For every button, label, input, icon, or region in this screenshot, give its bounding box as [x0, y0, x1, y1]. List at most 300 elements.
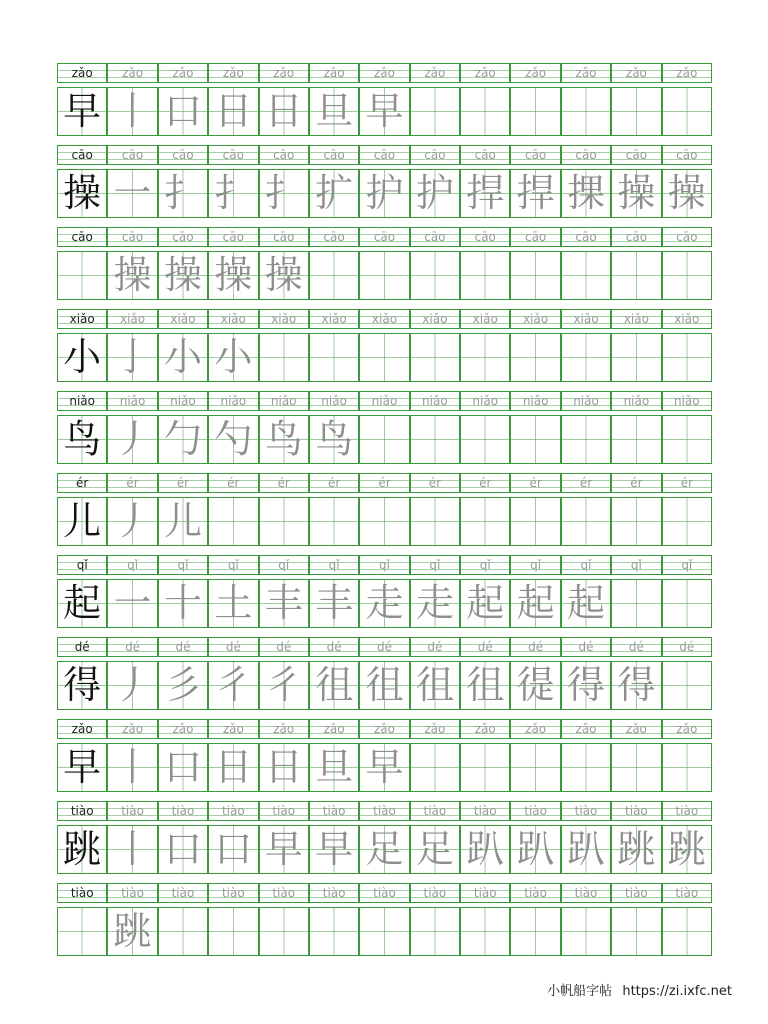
pinyin-band: [57, 883, 107, 903]
pinyin-band: [259, 637, 309, 657]
pinyin-trace: niǎo: [522, 394, 549, 408]
pinyin-band: [662, 555, 712, 575]
pinyin-band: [510, 473, 560, 493]
grid-cell: [309, 145, 359, 218]
tian-zi-box: [208, 825, 258, 874]
pinyin-trace: tiào: [322, 804, 346, 818]
tian-zi-box: [359, 579, 409, 628]
grid-cell: [460, 309, 510, 382]
tian-zi-box: [510, 169, 560, 218]
tian-zi-box: [460, 907, 510, 956]
stroke-step: [612, 334, 660, 381]
grid-cell: [662, 473, 712, 546]
pinyin-band: [662, 63, 712, 83]
grid-cell: [410, 555, 460, 628]
stroke-step: 早: [365, 745, 404, 789]
model-character: 早: [63, 745, 102, 789]
stroke-step: 日: [264, 89, 303, 133]
tian-zi-box: [460, 87, 510, 136]
grid-cell: [561, 391, 611, 464]
pinyin-trace: zǎo: [474, 66, 496, 80]
pinyin-trace: ér: [327, 476, 341, 490]
grid-cell: [57, 719, 107, 792]
pinyin-band: [107, 309, 157, 329]
pinyin-band: [460, 391, 510, 411]
stroke-step: 徂: [315, 663, 354, 707]
tian-zi-box: [107, 415, 157, 464]
stroke-step: 得: [617, 663, 656, 707]
pinyin-band: [561, 719, 611, 739]
pinyin-band: [208, 883, 258, 903]
pinyin-band: [460, 637, 510, 657]
stroke-step: [612, 580, 660, 627]
pinyin-trace: niǎo: [422, 394, 448, 408]
tian-zi-box: [259, 907, 309, 956]
grid-cell: [510, 801, 560, 874]
pinyin-trace: qǐ: [630, 558, 642, 572]
pinyin-trace: cāo: [474, 230, 496, 244]
pinyin-band: [259, 719, 309, 739]
pinyin-trace: qǐ: [328, 558, 340, 572]
grid-cell: [510, 227, 560, 300]
tian-zi-box: [662, 169, 712, 218]
tian-zi-box: [510, 825, 560, 874]
tian-zi-box: [561, 825, 611, 874]
pinyin-band: [208, 637, 258, 657]
pinyin-trace: tiào: [524, 886, 547, 900]
stroke-step: 一: [113, 581, 152, 625]
pinyin-trace: ér: [479, 476, 492, 490]
grid-cell: [208, 719, 258, 792]
grid-cell: [259, 63, 309, 136]
grid-cell: [259, 637, 309, 710]
pinyin-trace: ér: [428, 476, 442, 490]
pinyin-band: [57, 637, 107, 657]
stroke-step: 护: [415, 171, 454, 215]
stroke-step: 捍: [516, 171, 555, 215]
tian-zi-box: [57, 87, 107, 136]
stroke-step: 彳: [214, 663, 253, 707]
tian-zi-box: [561, 743, 611, 792]
grid-cell: [208, 883, 258, 956]
stroke-step: [360, 498, 408, 545]
tian-zi-box: [359, 251, 409, 300]
pinyin-trace: cāo: [172, 148, 194, 162]
grid-cell: [460, 801, 510, 874]
tian-zi-box: [208, 415, 258, 464]
tian-zi-box: [107, 907, 157, 956]
grid-cell: [57, 555, 107, 628]
stroke-step: 走: [365, 581, 404, 625]
tian-zi-box: [158, 907, 208, 956]
tian-zi-box: [259, 825, 309, 874]
grid-cell: [662, 145, 712, 218]
pinyin-trace: niǎo: [573, 394, 599, 408]
stroke-step: 操: [667, 171, 706, 215]
grid-cell: [510, 883, 560, 956]
pinyin-trace: xiǎo: [523, 312, 549, 326]
pinyin-band: [107, 801, 157, 821]
pinyin-trace: ér: [630, 476, 643, 490]
pinyin-band: [359, 473, 409, 493]
pinyin-trace: zǎo: [323, 722, 345, 736]
tian-zi-box: [359, 743, 409, 792]
grid-cell: [158, 555, 208, 628]
grid-cell: [259, 883, 309, 956]
grid-cell: [208, 145, 258, 218]
grid-cell: [359, 63, 409, 136]
pinyin-band: [410, 719, 460, 739]
grid-cell: [561, 719, 611, 792]
stroke-step: [310, 908, 358, 955]
pinyin-band: [410, 555, 460, 575]
tian-zi-box: [460, 251, 510, 300]
stroke-step: 操: [113, 253, 152, 297]
practice-row: [57, 473, 712, 546]
stroke-step: [612, 498, 660, 545]
pinyin-band: [57, 391, 107, 411]
tian-zi-box: [259, 415, 309, 464]
stroke-step: [411, 498, 459, 545]
stroke-step: 丰: [264, 581, 303, 625]
tian-zi-box: [410, 579, 460, 628]
pinyin-label: cāo: [71, 148, 93, 162]
pinyin-band: [158, 145, 208, 165]
tian-zi-box: [561, 415, 611, 464]
pinyin-band: [410, 227, 460, 247]
grid-cell: [208, 473, 258, 546]
pinyin-trace: cāo: [273, 230, 295, 244]
pinyin-band: [510, 63, 560, 83]
grid-cell: [57, 637, 107, 710]
stroke-step: 鸟: [264, 417, 303, 461]
grid-cell: [611, 555, 661, 628]
tian-zi-box: [410, 497, 460, 546]
tian-zi-box: [107, 333, 157, 382]
stroke-step: 丨: [113, 745, 152, 789]
pinyin-trace: cāo: [524, 148, 547, 162]
pinyin-trace: niǎo: [321, 394, 347, 408]
grid-cell: [359, 801, 409, 874]
stroke-step: 口: [214, 827, 253, 871]
grid-cell: [410, 883, 460, 956]
pinyin-band: [611, 637, 661, 657]
pinyin-trace: dé: [477, 640, 493, 654]
stroke-step: [360, 908, 408, 955]
grid-cell: [57, 63, 107, 136]
pinyin-band: [460, 309, 510, 329]
stroke-step: 丿: [113, 499, 152, 543]
tian-zi-box: [561, 661, 611, 710]
stroke-step: 跳: [667, 827, 706, 871]
pinyin-band: [410, 883, 460, 903]
tian-zi-box: [561, 579, 611, 628]
tian-zi-box: [57, 415, 107, 464]
pinyin-trace: niǎo: [220, 394, 247, 408]
grid-cell: [208, 227, 258, 300]
stroke-step: 走: [415, 581, 454, 625]
grid-cell: [410, 63, 460, 136]
grid-cell: [460, 555, 510, 628]
pinyin-trace: ér: [126, 476, 139, 490]
tian-zi-box: [510, 415, 560, 464]
pinyin-trace: xiǎo: [119, 312, 146, 326]
tian-zi-box: [107, 169, 157, 218]
stroke-step: [663, 908, 711, 955]
grid-cell: [460, 63, 510, 136]
pinyin-band: [510, 719, 560, 739]
stroke-step: 捰: [567, 171, 606, 215]
grid-cell: [662, 883, 712, 956]
pinyin-trace: tiào: [171, 886, 195, 900]
pinyin-label: cāo: [71, 230, 93, 244]
pinyin-trace: tiào: [121, 804, 144, 818]
grid-cell: [611, 63, 661, 136]
pinyin-trace: cāo: [676, 230, 698, 244]
pinyin-band: [107, 63, 157, 83]
pinyin-trace: tiào: [675, 804, 699, 818]
pinyin-band: [611, 309, 661, 329]
grid-cell: [662, 309, 712, 382]
grid-cell: [410, 637, 460, 710]
stroke-step: [663, 416, 711, 463]
grid-cell: [57, 227, 107, 300]
pinyin-band: [359, 555, 409, 575]
tian-zi-box: [662, 251, 712, 300]
tian-zi-box: [611, 579, 661, 628]
tian-zi-box: [57, 825, 107, 874]
tian-zi-box: [410, 825, 460, 874]
grid-cell: [359, 883, 409, 956]
pinyin-band: [460, 145, 510, 165]
stroke-step: [511, 334, 559, 381]
stroke-step: 跳: [617, 827, 656, 871]
model-character: 儿: [63, 499, 102, 543]
stroke-step: [461, 252, 509, 299]
tian-zi-box: [662, 497, 712, 546]
pinyin-band: [208, 555, 258, 575]
pinyin-band: [208, 145, 258, 165]
tian-zi-box: [57, 579, 107, 628]
tian-zi-box: [460, 661, 510, 710]
tian-zi-box: [561, 497, 611, 546]
stroke-step: 鸟: [315, 417, 354, 461]
tian-zi-box: [561, 87, 611, 136]
pinyin-trace: ér: [529, 476, 542, 490]
stroke-step: [411, 744, 459, 791]
grid-cell: [359, 473, 409, 546]
pinyin-band: [561, 555, 611, 575]
grid-cell: [158, 391, 208, 464]
tian-zi-box: [510, 907, 560, 956]
pinyin-band: [410, 637, 460, 657]
tian-zi-box: [611, 333, 661, 382]
pinyin-trace: tiào: [675, 886, 699, 900]
pinyin-trace: niǎo: [371, 394, 398, 408]
stroke-step: [562, 334, 610, 381]
pinyin-band: [611, 473, 661, 493]
tian-zi-box: [662, 743, 712, 792]
grid-cell: [510, 309, 560, 382]
stroke-step: 起: [466, 581, 505, 625]
tian-zi-box: [208, 87, 258, 136]
grid-cell: [158, 801, 208, 874]
tian-zi-box: [410, 169, 460, 218]
pinyin-trace: qǐ: [227, 558, 239, 572]
pinyin-band: [259, 145, 309, 165]
grid-cell: [561, 637, 611, 710]
stroke-step: 趴: [466, 827, 505, 871]
stroke-step: 勹: [163, 417, 202, 461]
pinyin-band: [359, 145, 409, 165]
stroke-step: 趴: [567, 827, 606, 871]
tian-zi-box: [57, 169, 107, 218]
grid-cell: [158, 473, 208, 546]
grid-cell: [309, 473, 359, 546]
stroke-step: 趴: [516, 827, 555, 871]
stroke-step: 口: [163, 745, 202, 789]
pinyin-band: [662, 145, 712, 165]
grid-cell: [208, 63, 258, 136]
pinyin-trace: tiào: [322, 886, 346, 900]
stroke-step: 日: [214, 745, 253, 789]
grid-cell: [561, 145, 611, 218]
tian-zi-box: [309, 497, 359, 546]
pinyin-band: [359, 391, 409, 411]
pinyin-band: [561, 883, 611, 903]
grid-cell: [611, 801, 661, 874]
pinyin-band: [107, 719, 157, 739]
pinyin-trace: cāo: [524, 230, 547, 244]
stroke-step: [612, 88, 660, 135]
pinyin-trace: xiǎo: [573, 312, 599, 326]
pinyin-trace: zǎo: [525, 66, 547, 80]
grid-cell: [662, 637, 712, 710]
pinyin-band: [460, 63, 510, 83]
tian-zi-box: [662, 825, 712, 874]
pinyin-trace: cāo: [474, 148, 496, 162]
tian-zi-box: [611, 169, 661, 218]
pinyin-band: [359, 63, 409, 83]
tian-zi-box: [107, 497, 157, 546]
grid-cell: [107, 637, 157, 710]
pinyin-trace: ér: [277, 476, 290, 490]
grid-cell: [107, 473, 157, 546]
grid-cell: [359, 145, 409, 218]
pinyin-trace: cāo: [575, 148, 597, 162]
pinyin-label: tiào: [70, 886, 94, 900]
pinyin-label: zǎo: [71, 722, 93, 736]
stroke-step: [360, 252, 408, 299]
pinyin-band: [410, 145, 460, 165]
pinyin-trace: xiǎo: [220, 312, 246, 326]
pinyin-trace: cāo: [273, 148, 295, 162]
pinyin-trace: tiào: [625, 886, 648, 900]
grid-cell: [611, 145, 661, 218]
pinyin-trace: cāo: [575, 230, 597, 244]
stroke-step: 彡: [163, 663, 202, 707]
pinyin-trace: cāo: [172, 230, 194, 244]
pinyin-band: [107, 637, 157, 657]
tian-zi-box: [57, 661, 107, 710]
pinyin-band: [309, 883, 359, 903]
pinyin-band: [611, 555, 661, 575]
practice-row: [57, 227, 712, 300]
grid-cell: [662, 227, 712, 300]
pinyin-label: zǎo: [71, 66, 93, 80]
tian-zi-box: [158, 415, 208, 464]
grid-cell: [158, 719, 208, 792]
pinyin-band: [561, 309, 611, 329]
stroke-step: [310, 498, 358, 545]
tian-zi-box: [460, 825, 510, 874]
pinyin-band: [410, 391, 460, 411]
pinyin-trace: niǎo: [472, 394, 499, 408]
stroke-step: [461, 908, 509, 955]
stroke-step: 彳: [264, 663, 303, 707]
stroke-step: [612, 744, 660, 791]
pinyin-band: [410, 801, 460, 821]
pinyin-band: [410, 63, 460, 83]
pinyin-band: [359, 309, 409, 329]
stroke-step: 丿: [113, 417, 152, 461]
pinyin-trace: zǎo: [273, 722, 295, 736]
pinyin-band: [259, 309, 309, 329]
stroke-step: [159, 908, 207, 955]
pinyin-trace: xiǎo: [674, 312, 700, 326]
grid-cell: [460, 473, 510, 546]
footer-url[interactable]: https://zi.ixfc.net: [622, 984, 732, 999]
pinyin-band: [460, 555, 510, 575]
pinyin-trace: xiǎo: [623, 312, 649, 326]
tian-zi-box: [259, 743, 309, 792]
stroke-step: 土: [214, 581, 253, 625]
grid-cell: [158, 227, 208, 300]
tian-zi-box: [611, 743, 661, 792]
pinyin-band: [57, 473, 107, 493]
pinyin-trace: tiào: [423, 886, 447, 900]
pinyin-trace: zǎo: [273, 66, 295, 80]
tian-zi-box: [259, 169, 309, 218]
grid-cell: [561, 801, 611, 874]
pinyin-band: [561, 227, 611, 247]
stroke-step: [562, 744, 610, 791]
pinyin-trace: tiào: [373, 886, 396, 900]
grid-cell: [611, 883, 661, 956]
stroke-step: [411, 88, 459, 135]
practice-row: [57, 63, 712, 136]
stroke-step: 旦: [315, 89, 354, 133]
pinyin-trace: xiǎo: [321, 312, 347, 326]
pinyin-band: [107, 473, 157, 493]
tian-zi-box: [359, 87, 409, 136]
pinyin-label: xiǎo: [69, 312, 95, 326]
pinyin-label: ér: [76, 476, 89, 490]
pinyin-band: [460, 883, 510, 903]
grid-cell: [259, 227, 309, 300]
pinyin-band: [158, 309, 208, 329]
stroke-step: 徂: [365, 663, 404, 707]
tian-zi-box: [158, 497, 208, 546]
pinyin-band: [158, 391, 208, 411]
pinyin-trace: tiào: [423, 804, 447, 818]
pinyin-band: [158, 473, 208, 493]
tian-zi-box: [107, 251, 157, 300]
grid-cell: [208, 391, 258, 464]
grid-cell: [57, 473, 107, 546]
tian-zi-box: [309, 87, 359, 136]
grid-cell: [309, 719, 359, 792]
